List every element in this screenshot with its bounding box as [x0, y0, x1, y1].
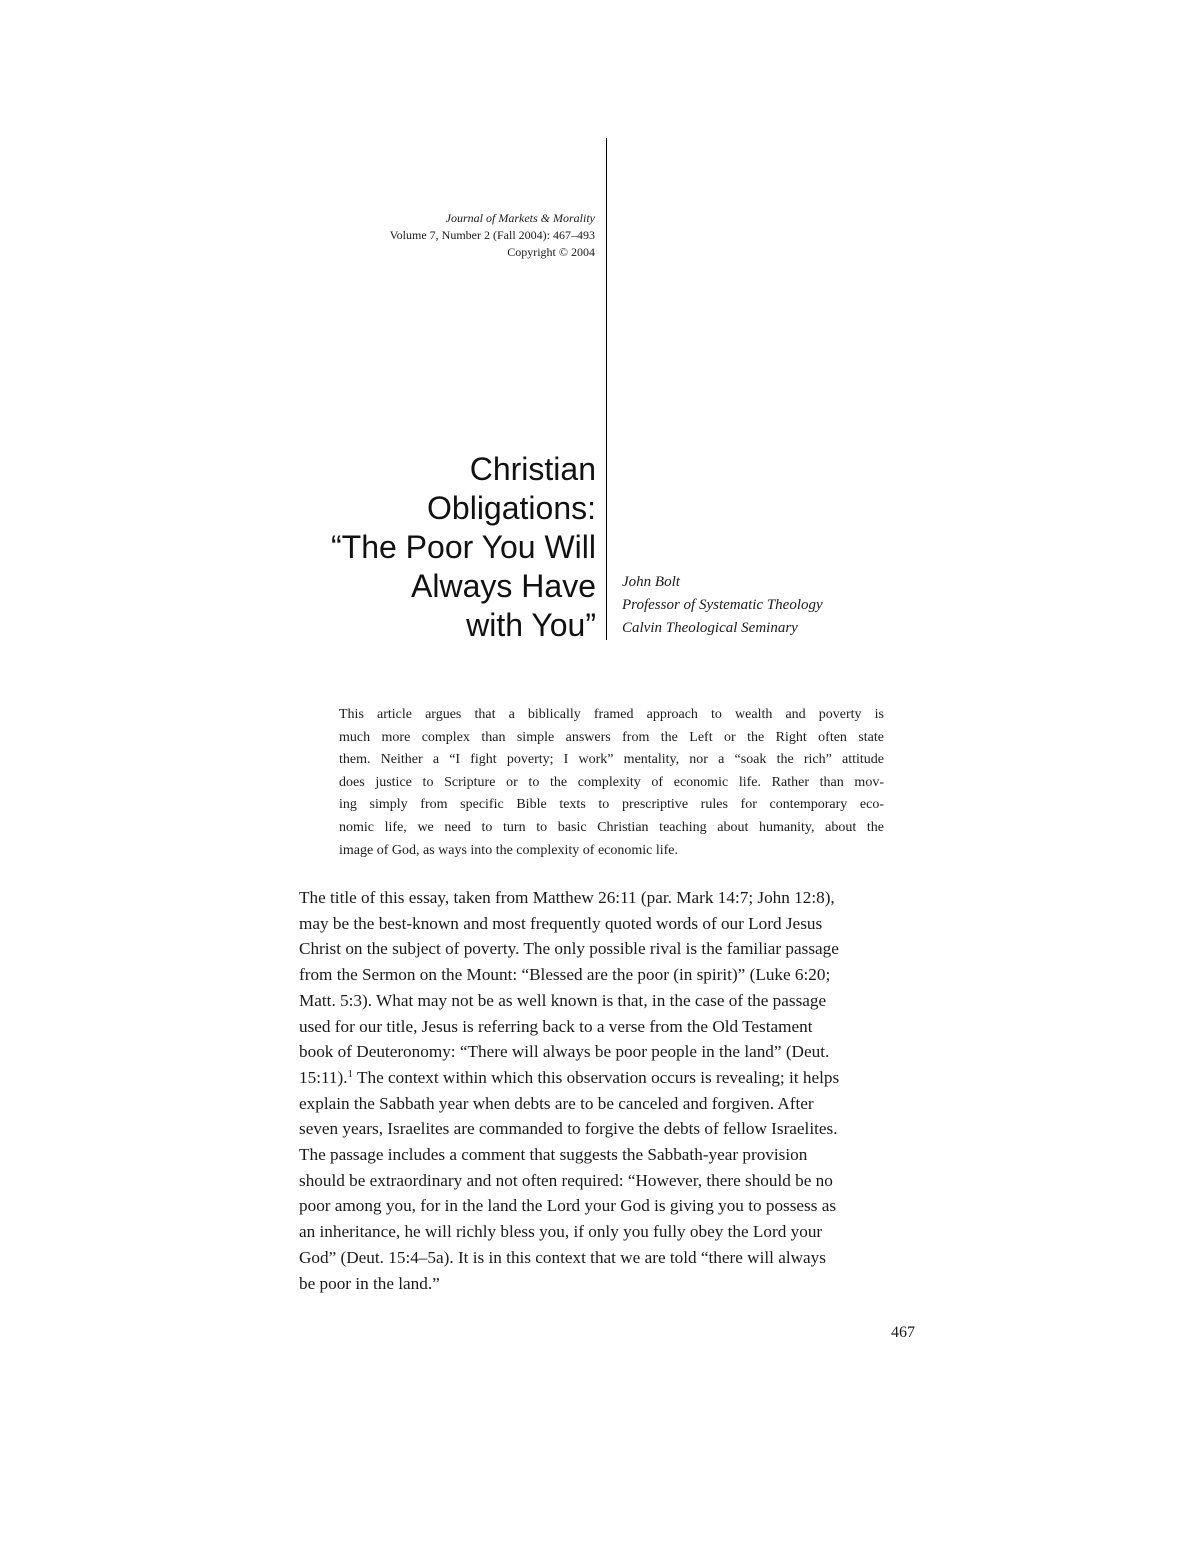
journal-name: Journal of Markets & Morality — [445, 211, 595, 225]
author-position: Professor of Systematic Theology — [622, 597, 823, 613]
abstract-line: image of God, as ways into the complexity of economic life. — [339, 842, 679, 858]
article-title — [270, 450, 596, 645]
body-line: book of Deuteronomy: “There will always be poor people in the land” (Deut. — [299, 1042, 830, 1062]
body-line: The title of this essay, taken from Matthew 26:11 (par. Mark 14:7; John 12:8), — [299, 888, 835, 907]
abstract-line: them. Neither a “I fight poverty; I work” mentality, nor a “soak the rich” attitude — [339, 752, 884, 768]
abstract-line: ing simply from specific Bible texts to prescriptive rules for contemporary eco- — [339, 797, 884, 813]
author-block — [622, 571, 952, 640]
body-line: poor among you, for in the land the Lord your God is giving you to possess as — [299, 1196, 837, 1216]
body-line: should be extraordinary and not often required: “However, there should be no — [299, 1170, 833, 1190]
abstract-line: much more complex than simple answers from the Left or the Right often state — [339, 729, 884, 745]
body-line: Matt. 5:3). What may not be as well known is that, in the case of the passage — [299, 990, 827, 1010]
body-line: The passage includes a comment that suggests the Sabbath-year provision — [299, 1145, 808, 1165]
volume-line: Volume 7, Number 2 (Fall 2004): 467–493 — [389, 228, 595, 242]
page-number: 467 — [891, 1324, 915, 1341]
vertical-divider — [606, 138, 607, 640]
footnote-marker[interactable]: 1 — [347, 1067, 354, 1080]
author-institution: Calvin Theological Seminary — [622, 620, 798, 636]
body-line — [299, 1065, 919, 1091]
body-line: be poor in the land.” — [299, 1273, 440, 1293]
body-paragraph — [299, 885, 919, 1296]
body-line-suffix: The context within which this observation occurs is revealing; it helps — [353, 1067, 840, 1087]
body-line: used for our title, Jesus is referring back to a verse from the Old Testament — [299, 1016, 813, 1036]
title-line: Always Have — [411, 568, 596, 604]
author-name: John Bolt — [622, 574, 680, 590]
body-line: explain the Sabbath year when debts are to be canceled and forgiven. After — [299, 1093, 814, 1113]
title-line: “The Poor You Will — [330, 529, 596, 565]
abstract-line: does justice to Scripture or to the complexity of economic life. Rather than mov- — [339, 774, 884, 790]
title-line: with You” — [466, 607, 596, 643]
journal-header — [300, 210, 595, 261]
body-line: God” (Deut. 15:4–5a). It is in this context that we are told “there will always — [299, 1247, 826, 1267]
body-line: Christ on the subject of poverty. The only possible rival is the familiar passage — [299, 939, 839, 959]
abstract — [339, 704, 884, 862]
copyright-line: Copyright © 2004 — [507, 245, 595, 259]
body-line-prefix: 15:11). — [299, 1067, 348, 1087]
body-line: an inheritance, he will richly bless you, if only you fully obey the Lord your — [299, 1222, 823, 1242]
body-line: may be the best-known and most frequently quoted words of our Lord Jesus — [299, 913, 823, 933]
body-line: seven years, Israelites are commanded to forgive the debts of fellow Israelites. — [299, 1119, 838, 1139]
abstract-line: nomic life, we need to turn to basic Christian teaching about humanity, about the — [339, 819, 884, 835]
title-line: Obligations: — [427, 490, 596, 526]
title-line: Christian — [469, 451, 596, 487]
body-line: from the Sermon on the Mount: “Blessed are the poor (in spirit)” (Luke 6:20; — [299, 965, 831, 985]
abstract-line: This article argues that a biblically framed approach to wealth and poverty is — [339, 707, 884, 722]
